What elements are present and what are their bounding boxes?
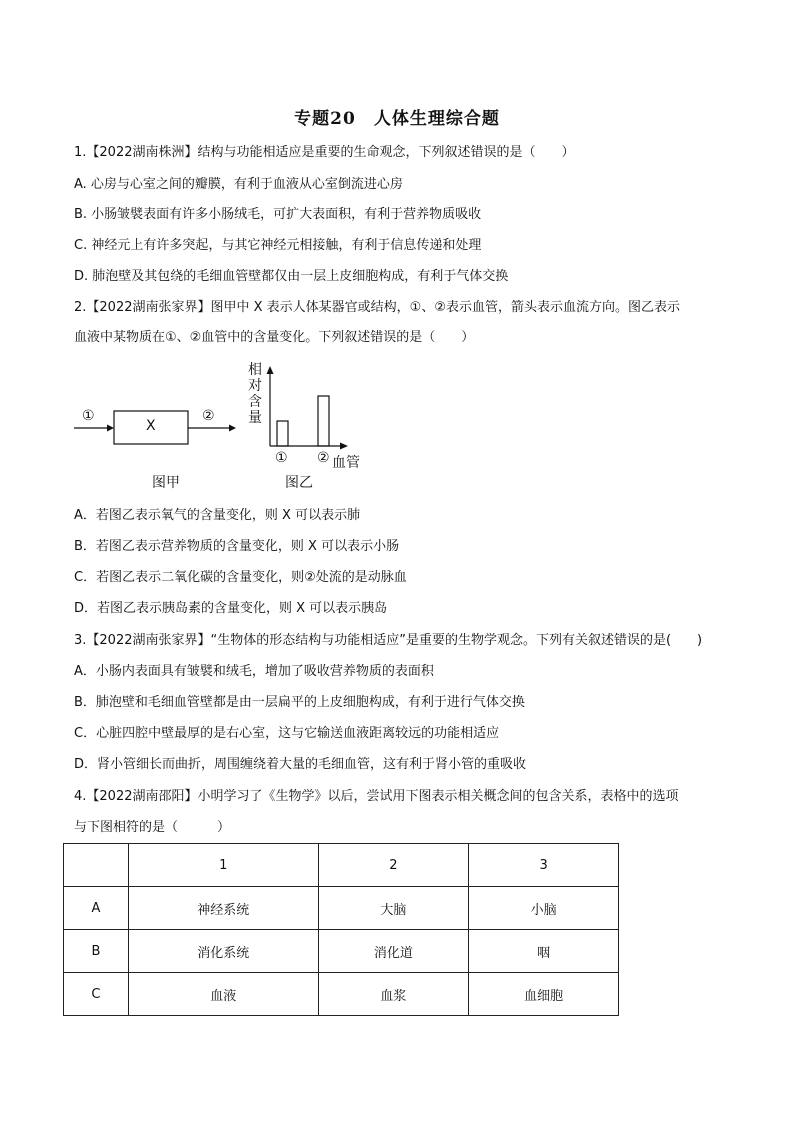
options-table (63, 843, 619, 1016)
table-cell: 小脑 (469, 887, 619, 930)
inflow-label: ① (82, 408, 95, 424)
question-1-stem (74, 144, 575, 162)
q3-option-b: B．肺泡壁和毛细血管壁都是由一层扁平的上皮细胞构成，有利于进行气体交换 (74, 695, 525, 710)
table-row (64, 930, 619, 973)
table-header-cell: 1 (128, 844, 318, 887)
q3-option-d: D．肾小管细长而曲折，周围缠绕着大量的毛细血管，这有利于肾小管的重吸收 (74, 757, 527, 772)
table-header-row (64, 844, 619, 887)
bar-vessel-1 (277, 421, 288, 446)
table-row (64, 887, 619, 930)
question-text: 小明学习了《生物学》以后，尝试用下图表示相关概念间的包含关系，表格中的选项 (197, 789, 679, 804)
table-cell: 消化系统 (128, 930, 318, 973)
question-text: “生物体的形态结构与功能相适应”是重要的生物学观念。下列有关叙述错误的是( ) (210, 633, 703, 648)
x-axis-arrowhead (340, 443, 348, 450)
table-header-cell: 2 (318, 844, 469, 887)
caption-figure-b: 图乙 (285, 475, 313, 491)
q1-option-b: B. 小肠皱襞表面有许多小肠绒毛，可扩大表面积，有利于营养物质吸收 (74, 207, 482, 222)
q2-option-d: D．若图乙表示胰岛素的含量变化，则 X 可以表示胰岛 (74, 601, 388, 616)
table-cell: 血浆 (318, 973, 469, 1016)
diagram-drawing (70, 360, 380, 492)
question-2-stem-cont: 血液中某物质在①、②血管中的含量变化。下列叙述错误的是（ ） (74, 330, 475, 345)
y-label-char: 量 (248, 410, 262, 426)
q1-option-d: D. 肺泡壁及其包绕的毛细血管壁都仅由一层上皮细胞构成，有利于气体交换 (74, 269, 509, 284)
q2-option-a: A．若图乙表示氧气的含量变化，则 X 可以表示肺 (74, 508, 361, 523)
y-label-char: 含 (248, 394, 262, 410)
y-axis-arrowhead (267, 366, 274, 374)
inflow-arrowhead (107, 425, 114, 432)
y-label-char: 相 (248, 362, 262, 378)
table-cell: 大脑 (318, 887, 469, 930)
x-axis-label: 血管 (332, 455, 360, 471)
table-cell: A (64, 887, 129, 930)
caption-figure-a: 图甲 (152, 475, 180, 491)
table-header-cell: 3 (469, 844, 619, 887)
question-4-stem-cont: 与下图相符的是（ ） (74, 820, 231, 835)
question-3-stem (74, 632, 702, 650)
q3-option-a: A．小肠内表面具有皱襞和绒毛，增加了吸收营养物质的表面积 (74, 664, 434, 679)
bar-label-2: ② (317, 450, 330, 466)
page-title: 专题20 人体生理综合题 (294, 109, 500, 129)
q3-option-c: C．心脏四腔中壁最厚的是右心室，这与它输送血液距离较远的功能相适应 (74, 726, 500, 741)
table-cell: 血液 (128, 973, 318, 1016)
question-tag: 3.【2022湖南张家界】 (74, 633, 211, 648)
q2-diagram (70, 360, 380, 492)
table-row (64, 973, 619, 1016)
question-text: 图甲中 X 表示人体某器官或结构，①、②表示血管，箭头表示血流方向。图乙表示 (210, 300, 680, 315)
table-cell: B (64, 930, 129, 973)
bar-vessel-2 (318, 396, 329, 446)
q1-option-a: A. 心房与心室之间的瓣膜，有利于血液从心室倒流进心房 (74, 177, 403, 192)
table-header-cell (64, 844, 129, 887)
question-2-stem (74, 299, 680, 317)
q1-option-c: C. 神经元上有许多突起，与其它神经元相接触，有利于信息传递和处理 (74, 238, 482, 253)
bar-label-1: ① (275, 450, 288, 466)
y-label-char: 对 (248, 378, 262, 394)
question-tag: 2.【2022湖南张家界】 (74, 300, 211, 315)
table-cell: 消化道 (318, 930, 469, 973)
question-4-stem (74, 788, 679, 806)
table-cell: 血细胞 (469, 973, 619, 1016)
y-axis-label (247, 362, 263, 426)
question-tag: 1.【2022湖南株洲】 (74, 145, 198, 160)
question-text: 结构与功能相适应是重要的生命观念，下列叙述错误的是（ ） (197, 145, 575, 160)
outflow-arrowhead (229, 425, 236, 432)
organ-label: X (146, 418, 156, 434)
outflow-label: ② (202, 408, 215, 424)
q2-option-b: B．若图乙表示营养物质的含量变化，则 X 可以表示小肠 (74, 539, 400, 554)
table-cell: 咽 (469, 930, 619, 973)
q2-option-c: C．若图乙表示二氧化碳的含量变化，则②处流的是动脉血 (74, 570, 407, 585)
table-cell: C (64, 973, 129, 1016)
table-cell: 神经系统 (128, 887, 318, 930)
question-tag: 4.【2022湖南邵阳】 (74, 789, 198, 804)
